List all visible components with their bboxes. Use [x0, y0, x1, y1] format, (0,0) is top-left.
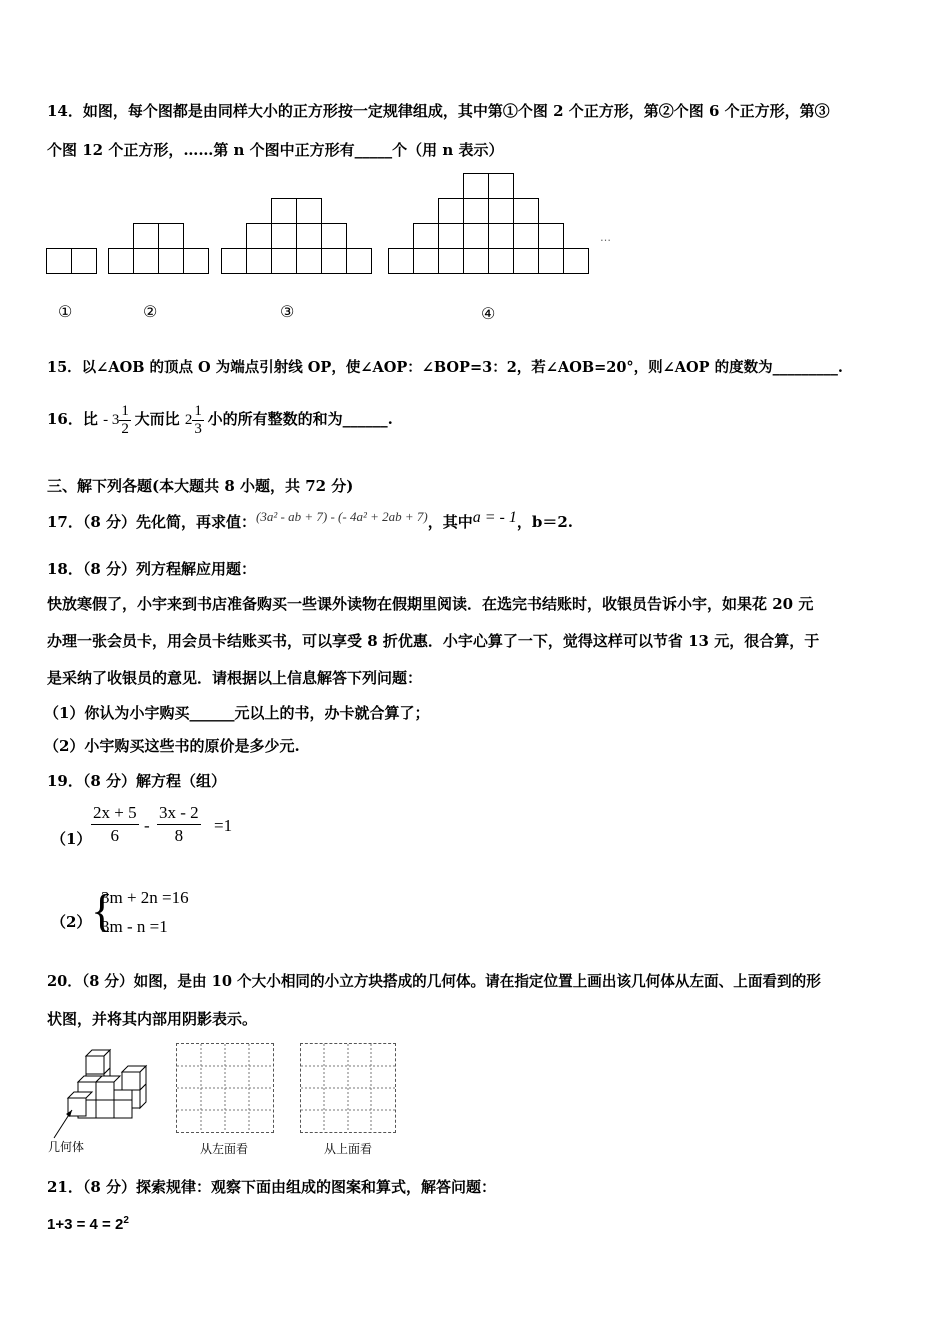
q18-sub-1: （1）你认为小宇购买______元以上的书，办卡就合算了； [44, 704, 430, 722]
figure-label-2: ② [143, 302, 158, 321]
square [108, 248, 134, 274]
q19-part-1-label: （1） [51, 830, 92, 848]
square [438, 248, 464, 274]
fraction-numerator: 2x + 5 [91, 802, 139, 825]
fraction-numerator: 1 [121, 403, 129, 420]
square [438, 223, 464, 249]
square [413, 248, 439, 274]
q16-number-2 [184, 403, 208, 438]
fraction-2 [157, 802, 201, 847]
q17-mid: ，其中 [427, 513, 473, 531]
square [513, 248, 539, 274]
square [296, 198, 322, 224]
square [321, 223, 347, 249]
square [538, 248, 564, 274]
fraction-denominator: 2 [121, 421, 129, 438]
grid-lines [301, 1044, 395, 1132]
fraction-denominator: 8 [174, 826, 184, 845]
q16-number-1 [103, 403, 135, 438]
square [296, 248, 322, 274]
square [133, 223, 159, 249]
q20-line1: 20．（8 分）如图，是由 10 个大小相同的小立方块搭成的几何体。请在指定位置上画出该几何体从左面、上面看到的形 [47, 973, 821, 990]
square [463, 173, 489, 199]
cube-face [96, 1082, 114, 1100]
section-3-title: 三、解下列各题(本大题共 8 小题，共 72 分) [47, 477, 354, 495]
q20-line2: 状图，并将其内部用阴影表示。 [47, 1010, 258, 1028]
q16-prefix: 16．比 [47, 410, 98, 428]
square [513, 198, 539, 224]
square [563, 248, 589, 274]
q17-condition: a = - 1 [472, 509, 517, 526]
square [346, 248, 372, 274]
square [158, 248, 184, 274]
caption-top-view: 从上面看 [324, 1142, 373, 1156]
square [158, 223, 184, 249]
q21-formula [47, 1211, 129, 1235]
square [246, 223, 272, 249]
q21-formula-base: 1+3 = 4 = 2 [47, 1216, 124, 1233]
square [321, 248, 347, 274]
square [413, 223, 439, 249]
q19-part-2-label: （2） [51, 913, 92, 931]
square [488, 248, 514, 274]
q16-suffix: 小的所有整数的和为______. [207, 410, 393, 428]
caption-left-view: 从左面看 [200, 1142, 249, 1156]
q17-suffix: ，b＝2. [516, 513, 574, 531]
q21-formula-exponent: 2 [123, 1215, 129, 1226]
square [463, 223, 489, 249]
q14-line2: 个图 12 个正方形，……第 n 个图中正方形有_____个（用 n 表示） [47, 141, 504, 159]
brace: { [91, 885, 114, 936]
q18-paragraph-2: 办理一张会员卡，用会员卡结账买书，可以享受 8 折优惠．小宇心算了一下，觉得这样可以节省 13 元，很合算，于 [47, 632, 820, 650]
figure-label-3: ③ [280, 302, 295, 321]
square [388, 248, 414, 274]
figure-label-4: ④ [481, 304, 496, 323]
cube-face [122, 1072, 140, 1090]
q15-text: 15．以∠AOB 的顶点 O 为端点引射线 OP，使∠AOP：∠BOP=3：2，若∠AOB=20°，则∠AOP 的度数为_________. [47, 359, 843, 376]
top-view-grid[interactable] [300, 1043, 396, 1133]
q21-title: 21．（8 分）探索规律：观察下面由组成的图案和算式，解答问题： [47, 1178, 497, 1196]
ellipsis: … [600, 231, 611, 244]
q20-solid-figure [46, 1048, 156, 1140]
square [538, 223, 564, 249]
equation-2: 3m - n =1 [101, 917, 168, 936]
cube-face [86, 1056, 104, 1074]
q18-title: 18．（8 分）列方程解应用题： [47, 560, 257, 578]
q17 [47, 509, 574, 533]
square [71, 248, 97, 274]
equation-rhs: =1 [214, 816, 233, 835]
square [271, 248, 297, 274]
fraction-denominator: 6 [110, 826, 120, 845]
q18-paragraph-1: 快放寒假了，小宇来到书店准备购买一些课外读物在假期里阅读．在选完书结账时，收银员告诉小宇，如果花 20 元 [47, 595, 814, 613]
square [221, 248, 247, 274]
left-view-grid[interactable] [176, 1043, 274, 1133]
q17-expression: (3a² - ab + 7) - (- 4a² + 2ab + 7) [256, 509, 428, 524]
square [463, 248, 489, 274]
figure-label-1: ① [58, 302, 73, 321]
square [133, 248, 159, 274]
q17-prefix: 17．（8 分）先化简，再求值： [47, 513, 257, 531]
q16-middle: 大而比 [134, 410, 180, 428]
square [183, 248, 209, 274]
square [438, 198, 464, 224]
mixed-whole: - 3 [103, 412, 120, 428]
square [513, 223, 539, 249]
square [271, 198, 297, 224]
q14-line1: 14．如图，每个图都是由同样大小的正方形按一定规律组成，其中第①个图 2 个正方形，第②个图 6 个正方形，第③ [47, 102, 830, 120]
caption-solid: 几何体 [48, 1140, 85, 1154]
fraction-numerator: 1 [194, 403, 202, 420]
q18-sub-2: （2）小宇购买这些书的原价是多少元. [44, 737, 300, 755]
square [246, 248, 272, 274]
square [271, 223, 297, 249]
mixed-whole: 2 [184, 412, 193, 428]
square [46, 248, 72, 274]
fraction-numerator: 3x - 2 [157, 802, 201, 825]
fraction-denominator: 3 [194, 421, 202, 438]
grid-lines [177, 1044, 273, 1132]
square [463, 198, 489, 224]
square [488, 173, 514, 199]
q18-paragraph-3: 是采纳了收银员的意见．请根据以上信息解答下列问题： [47, 669, 423, 687]
q19-title: 19．（8 分）解方程（组） [47, 772, 227, 790]
fraction-1 [91, 802, 139, 847]
equation-1: 3m + 2n =16 [101, 888, 189, 907]
square [488, 223, 514, 249]
square [488, 198, 514, 224]
q16 [47, 396, 393, 442]
minus-sign: - [144, 816, 150, 835]
cube-face [114, 1100, 132, 1118]
square [296, 223, 322, 249]
cube-face [96, 1100, 114, 1118]
